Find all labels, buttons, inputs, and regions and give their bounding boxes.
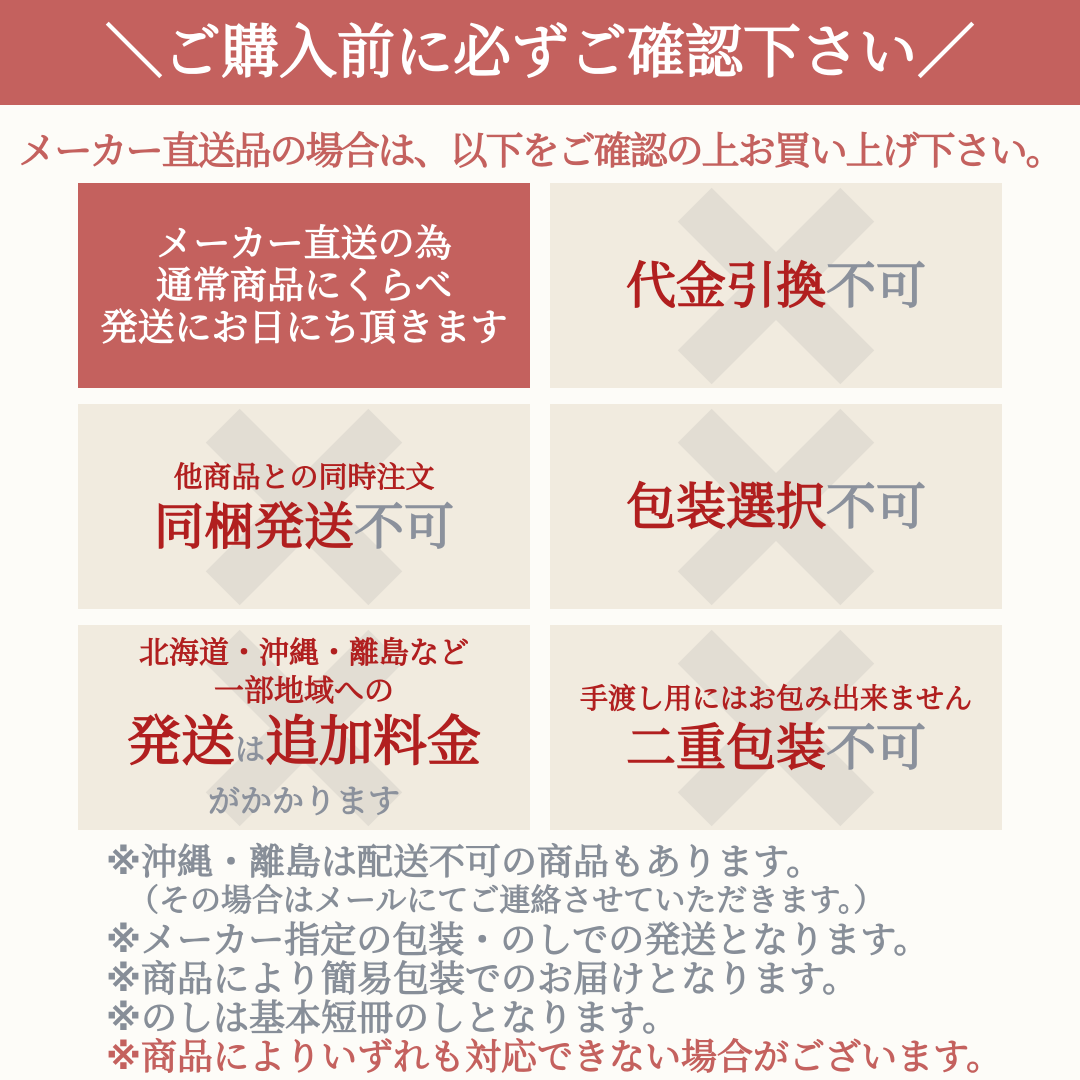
surcharge-emph-shipping: 発送	[127, 712, 235, 772]
wrap-select-suffix: 不可	[826, 478, 926, 535]
footnote-line: ※メーカー指定の包装・のしでの発送となります。	[106, 919, 930, 960]
double-wrap-suffix: 不可	[826, 719, 926, 776]
wrap-select-prohibited-text	[626, 478, 926, 536]
direct-ship-line-1: メーカー直送の為	[156, 222, 452, 264]
footnote-line: （その場合はメールにてご連絡させていただきます。）	[128, 883, 885, 918]
surcharge-note-1: 北海道・沖縄・離島など	[139, 637, 469, 670]
footnote-line: ※沖縄・離島は配送不可の商品もあります。	[106, 841, 823, 882]
cod-prohibited-text	[626, 257, 926, 315]
footnote-line-warning: ※商品によりいずれも対応できない場合がございます。	[106, 1036, 1003, 1077]
subtitle: メーカー直送品の場合は、以下をご確認の上お買い上げ下さい。	[18, 131, 1062, 173]
double-wrap-note: 手渡し用にはお包み出来ません	[579, 682, 972, 714]
notice-grid	[78, 183, 1002, 830]
direct-ship-line-3: 発送にお日にち頂きます	[100, 306, 508, 348]
cod-suffix: 不可	[826, 257, 926, 314]
surcharge-particle: は	[235, 734, 265, 767]
direct-ship-notice-box	[78, 183, 530, 388]
bundle-shipping-prohibited-box	[78, 404, 530, 609]
page-title: ＼ご購入前に必ずご確認下さい／	[104, 19, 975, 85]
double-wrap-label: 二重包装	[626, 719, 826, 776]
bundle-note: 他商品との同時注文	[173, 461, 435, 494]
surcharge-note-2: 一部地域への	[214, 675, 394, 708]
bundle-prohibited-text	[154, 498, 454, 556]
direct-ship-line-2: 通常商品にくらべ	[156, 264, 452, 306]
footnotes	[106, 842, 1066, 1076]
cod-prohibited-box	[550, 183, 1002, 388]
header-banner	[0, 0, 1080, 105]
shipping-surcharge-box	[78, 625, 530, 830]
wrap-select-label: 包装選択	[626, 478, 826, 535]
footnote-line: ※のしは基本短冊のしとなります。	[106, 997, 679, 1038]
footnote-line: ※商品により簡易包装でのお届けとなります。	[106, 958, 859, 999]
bundle-label: 同梱発送	[154, 498, 354, 555]
double-wrap-prohibited-box	[550, 625, 1002, 830]
surcharge-tail: がかかります	[207, 783, 400, 819]
surcharge-emph-fee: 追加料金	[265, 712, 481, 772]
wrap-select-prohibited-box	[550, 404, 1002, 609]
surcharge-main-text	[127, 711, 481, 782]
bundle-suffix: 不可	[354, 498, 454, 555]
double-wrap-prohibited-text	[626, 719, 926, 777]
cod-label: 代金引換	[626, 257, 826, 314]
